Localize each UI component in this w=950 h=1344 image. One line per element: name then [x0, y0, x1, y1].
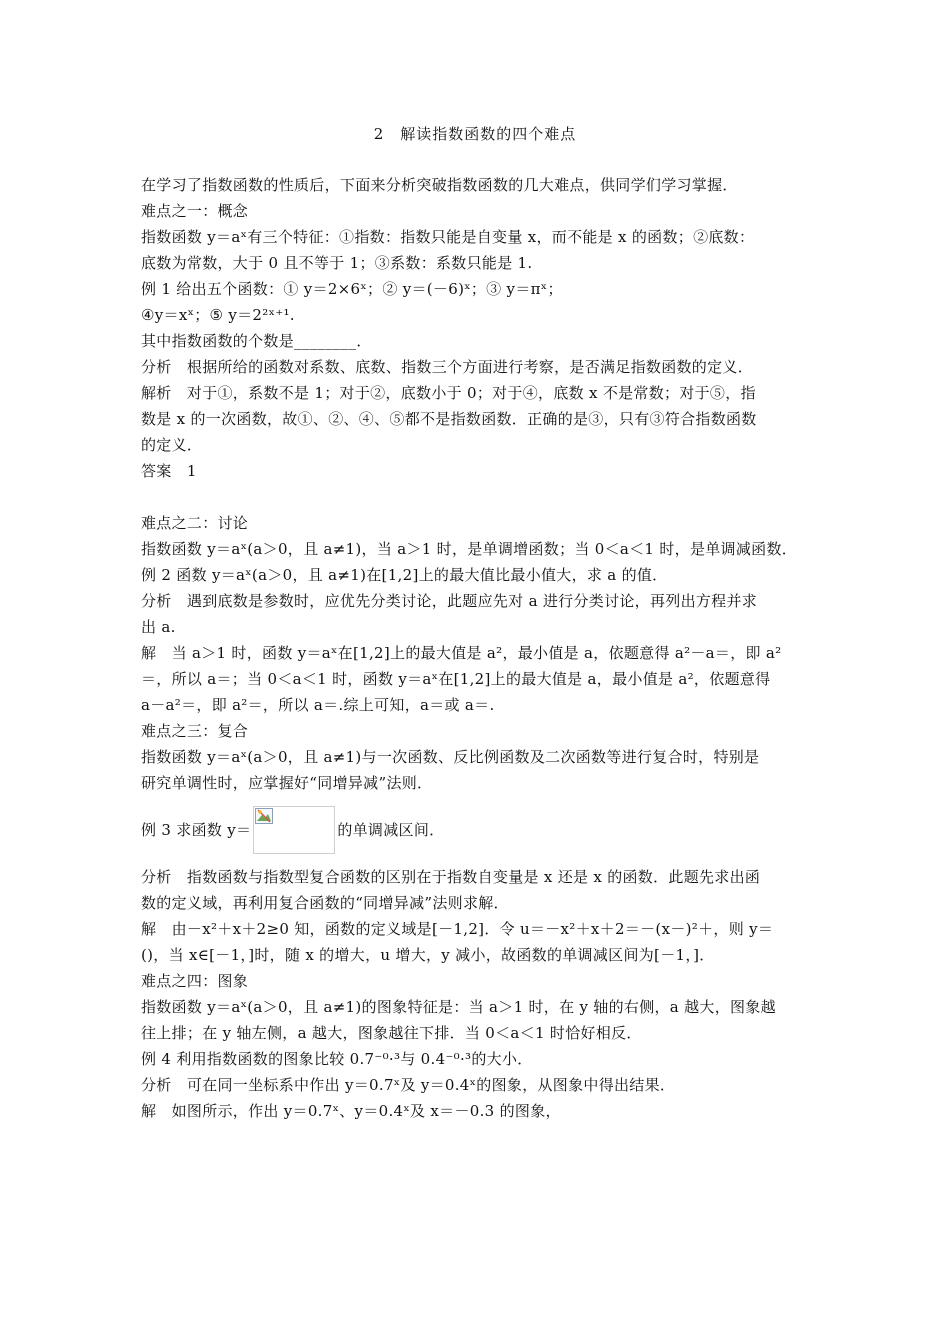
broken-image-icon: [255, 808, 273, 824]
body-line: 指数函数 y＝aˣ(a＞0，且 a≠1)的图象特征是：当 a＞1 时，在 y 轴的右侧，a 越大，图象越: [141, 998, 776, 1016]
example-1-question: 其中指数函数的个数是________．: [141, 332, 372, 350]
analysis-line: 分析 遇到底数是参数时，应优先分类讨论，此题应先对 a 进行分类讨论，再列出方程并求: [141, 592, 758, 610]
answer-line: 答案 1: [141, 462, 197, 480]
analysis-line: 出 a.: [141, 618, 176, 636]
solution-line: ＝，所以 a＝；当 0＜a＜1 时，函数 y＝aˣ在[1,2]上的最大值是 a，最小值是 a²，依题意得: [141, 670, 771, 688]
analysis-line: 分析 根据所给的函数对系数、底数、指数三个方面进行考察，是否满足指数函数的定义．: [141, 358, 754, 376]
body-line: 指数函数 y＝aˣ有三个特征：①指数：指数只能是自变量 x，而不能是 x 的函数；②底数：: [141, 228, 755, 246]
analysis-line: 数的定义域，再利用复合函数的“同增异减”法则求解．: [141, 894, 509, 912]
example-3-suffix: 的单调减区间．: [337, 821, 445, 839]
example-1-line: 例 1 给出五个函数：① y＝2×6ˣ；② y＝(－6)ˣ；③ y＝πˣ；: [141, 280, 563, 298]
solution-line: 解 如图所示，作出 y＝0.7ˣ、y＝0.4ˣ及 x＝－0.3 的图象，: [141, 1102, 561, 1120]
solution-line: 的定义．: [141, 436, 203, 454]
example-4-line: 例 4 利用指数函数的图象比较 0.7⁻⁰·³与 0.4⁻⁰·³的大小．: [141, 1050, 533, 1068]
example-2-line: 例 2 函数 y＝aˣ(a＞0，且 a≠1)在[1,2]上的最大值比最小值大，求 a 的值．: [141, 566, 668, 584]
body-line: 往上排；在 y 轴左侧，a 越大，图象越往下排．当 0＜a＜1 时恰好相反．: [141, 1024, 642, 1042]
section-heading-4: 难点之四：图象: [141, 972, 249, 990]
solution-line: a－a²＝，即 a²＝，所以 a＝.综上可知，a＝或 a＝.: [141, 696, 495, 714]
solution-line: ()，当 x∈[－1，]时，随 x 的增大，u 增大，y 减小，故函数的单调减区间为[－1，]．: [141, 946, 715, 964]
section-heading-2: 难点之二：讨论: [141, 514, 249, 532]
formula-image-placeholder: [253, 806, 335, 854]
example-1-line: ④y＝xˣ；⑤ y＝2²ˣ⁺¹.: [141, 306, 295, 324]
example-3-prefix: 例 3 求函数 y＝: [141, 821, 252, 839]
example-3-line: [141, 800, 821, 860]
analysis-line: 分析 指数函数与指数型复合函数的区别在于指数自变量是 x 还是 x 的函数．此题先求出函: [141, 868, 761, 886]
solution-line: 解析 对于①，系数不是 1；对于②，底数小于 0；对于④，底数 x 不是常数；对于⑤，指: [141, 384, 756, 402]
body-line: 底数为常数，大于 0 且不等于 1；③系数：系数只能是 1.: [141, 254, 533, 272]
intro-paragraph: 在学习了指数函数的性质后，下面来分析突破指数函数的几大难点，供同学们学习掌握．: [141, 176, 738, 194]
solution-line: 数是 x 的一次函数，故①、②、④、⑤都不是指数函数．正确的是③，只有③符合指数函数: [141, 410, 757, 428]
analysis-line: 分析 可在同一坐标系中作出 y＝0.7ˣ及 y＝0.4ˣ的图象，从图象中得出结果．: [141, 1076, 676, 1094]
document-body: [141, 172, 821, 1124]
section-heading-3: 难点之三：复合: [141, 722, 249, 740]
section-heading-1: 难点之一：概念: [141, 202, 249, 220]
body-line: 指数函数 y＝aˣ(a＞0，且 a≠1)与一次函数、反比例函数及二次函数等进行复合时，特别是: [141, 748, 760, 766]
body-line: 指数函数 y＝aˣ(a＞0，且 a≠1)，当 a＞1 时，是单调增函数；当 0＜a＜1 时，是单调减函数．: [141, 540, 798, 558]
solution-line: 解 由－x²＋x＋2≥0 知，函数的定义域是[－1,2]．令 u＝－x²＋x＋2＝－(x－)²＋，则 y＝: [141, 920, 774, 938]
solution-line: 解 当 a＞1 时，函数 y＝aˣ在[1,2]上的最大值是 a²，最小值是 a，依题意得 a²－a＝，即 a²: [141, 644, 782, 662]
body-line: 研究单调性时，应掌握好“同增异减”法则．: [141, 774, 433, 792]
document-title: 2 解读指数函数的四个难点: [373, 125, 577, 143]
